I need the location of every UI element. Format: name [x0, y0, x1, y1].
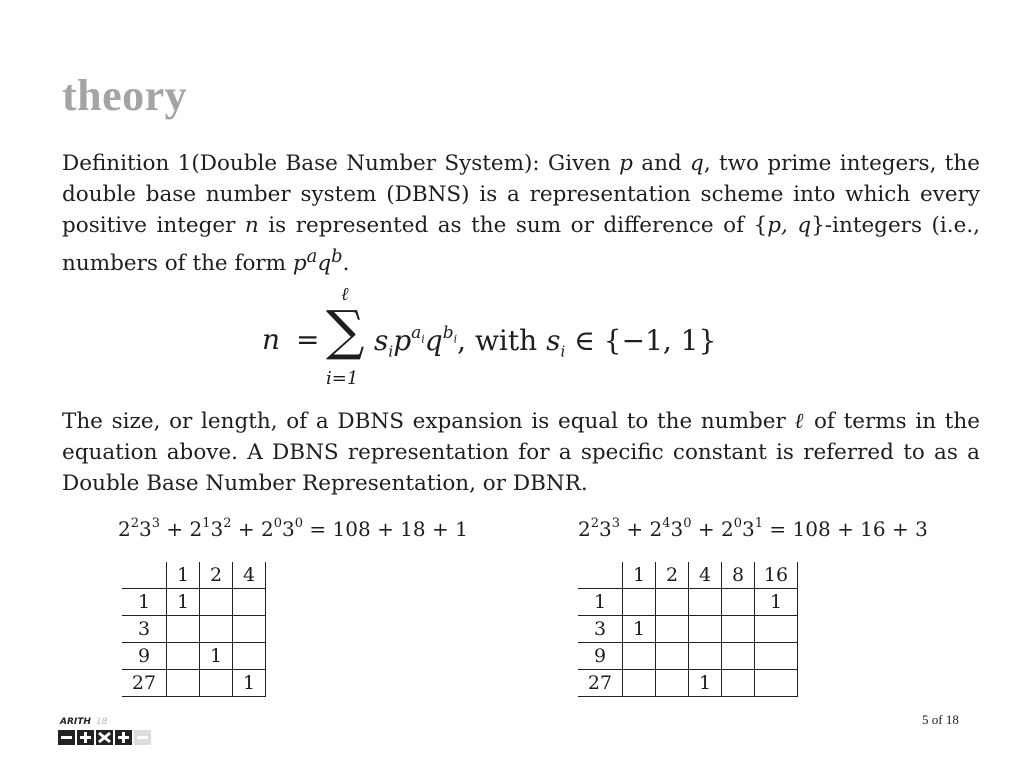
- table-cell: [722, 589, 755, 616]
- table-cell: [233, 616, 266, 643]
- column-header: 4: [689, 562, 722, 589]
- slide-title: theory: [62, 71, 188, 120]
- table-cell: [167, 616, 200, 643]
- table-cell: [722, 643, 755, 670]
- power-term: $2^13^2$: [189, 516, 232, 541]
- var-q: q: [690, 151, 704, 176]
- table-row: [122, 589, 266, 616]
- column-header: 2: [200, 562, 233, 589]
- size-text-a: The size, or length, of a DBNS expansion is equal to the number: [62, 409, 795, 434]
- var-pq: p, q: [767, 213, 812, 238]
- table-row: [122, 643, 266, 670]
- plus-sign: +: [620, 517, 650, 541]
- table-cell: [200, 589, 233, 616]
- table-corner: [578, 562, 623, 589]
- definition-end: .: [342, 251, 350, 277]
- example-right-table: [578, 562, 798, 697]
- table-cell: [167, 670, 200, 697]
- table-cell: [233, 589, 266, 616]
- table-corner: [122, 562, 167, 589]
- arith-logo: [58, 714, 156, 748]
- equation-rhs: = 108 + 16 + 3: [763, 517, 928, 541]
- svg-text:18: 18: [96, 717, 108, 727]
- table-cell: [755, 670, 798, 697]
- table-cell: [623, 589, 656, 616]
- table-cell: [755, 616, 798, 643]
- table-cell: [755, 643, 798, 670]
- equation-equals: =: [296, 323, 320, 356]
- definition-prefix: Definition 1(Double Base Number System): Given: [62, 151, 620, 176]
- example-left-equation: [118, 516, 468, 541]
- power-term: $2^23^3$: [578, 516, 621, 541]
- row-header: 27: [578, 670, 623, 697]
- table-cell: [656, 589, 689, 616]
- table-row: [578, 616, 798, 643]
- table-cell: [200, 616, 233, 643]
- column-header: 1: [167, 562, 200, 589]
- table-row: [122, 616, 266, 643]
- sum-lower-bound: i=1: [326, 368, 359, 389]
- svg-text:ARITH: ARITH: [60, 717, 91, 727]
- table-row: [578, 643, 798, 670]
- equation-body: $s_ip^{a_i}q^{b_i}$, with $s_i$ ∈ {−1, 1}: [374, 323, 717, 361]
- column-header: 16: [755, 562, 798, 589]
- plus-sign: +: [691, 517, 722, 541]
- size-paragraph: [62, 406, 980, 499]
- definition-and: and: [632, 151, 691, 176]
- table-cell: [623, 670, 656, 697]
- table-cell: [689, 589, 722, 616]
- equation-lhs: n: [262, 323, 281, 356]
- row-header: 9: [578, 643, 623, 670]
- table-cell: 1: [689, 670, 722, 697]
- table-cell: 1: [623, 616, 656, 643]
- example-left-table: [122, 562, 266, 697]
- table-cell: [689, 616, 722, 643]
- plus-sign: +: [231, 517, 262, 541]
- table-cell: 1: [200, 643, 233, 670]
- power-term: $2^03^0$: [261, 516, 304, 541]
- column-header: 4: [233, 562, 266, 589]
- sum-upper-bound: ℓ: [341, 284, 349, 305]
- page-number: 5 of 18: [922, 712, 959, 727]
- row-header: 27: [122, 670, 167, 697]
- table-cell: [623, 643, 656, 670]
- definition-text1: , two prime integers, the double base number system (DBNS) is a representation scheme into which every positive integer: [62, 151, 980, 238]
- power-term: $2^03^1$: [721, 516, 764, 541]
- dbns-equation: [262, 284, 722, 400]
- table-row: [578, 670, 798, 697]
- table-cell: [689, 643, 722, 670]
- table-cell: [233, 643, 266, 670]
- table-cell: 1: [233, 670, 266, 697]
- table-row: [122, 670, 266, 697]
- row-header: 1: [122, 589, 167, 616]
- equation-rhs: = 108 + 18 + 1: [303, 517, 468, 541]
- table-cell: [167, 643, 200, 670]
- column-header: 2: [656, 562, 689, 589]
- form-a: a: [306, 246, 318, 267]
- definition-paragraph: [62, 148, 980, 279]
- var-ell: ℓ: [794, 409, 806, 434]
- var-n: n: [244, 213, 259, 238]
- example-right-equation: [578, 516, 928, 541]
- definition-text3: }-integers (i.e., numbers of the form: [62, 213, 980, 277]
- form-p: p: [292, 251, 307, 277]
- var-p: p: [619, 151, 633, 176]
- table-cell: [656, 643, 689, 670]
- table-cell: 1: [755, 589, 798, 616]
- sigma-icon: ∑: [326, 299, 365, 362]
- table-cell: 1: [167, 589, 200, 616]
- form-q: q: [317, 251, 332, 277]
- table-cell: [722, 670, 755, 697]
- table-row: [578, 589, 798, 616]
- size-text-b: of terms in the equation above. A DBNS representation for a specific constant is referred to as a Double Base Number Representation, or DBNR.: [62, 409, 980, 496]
- row-header: 3: [122, 616, 167, 643]
- table-cell: [722, 616, 755, 643]
- table-cell: [656, 616, 689, 643]
- table-cell: [656, 670, 689, 697]
- row-header: 1: [578, 589, 623, 616]
- column-header: 8: [722, 562, 755, 589]
- definition-text2: is represented as the sum or difference of {: [258, 213, 768, 238]
- column-header: 1: [623, 562, 656, 589]
- row-header: 9: [122, 643, 167, 670]
- form-b: b: [331, 246, 343, 267]
- table-cell: [200, 670, 233, 697]
- power-term: $2^23^3$: [118, 516, 161, 541]
- row-header: 3: [578, 616, 623, 643]
- plus-sign: +: [160, 517, 190, 541]
- power-term: $2^43^0$: [649, 516, 692, 541]
